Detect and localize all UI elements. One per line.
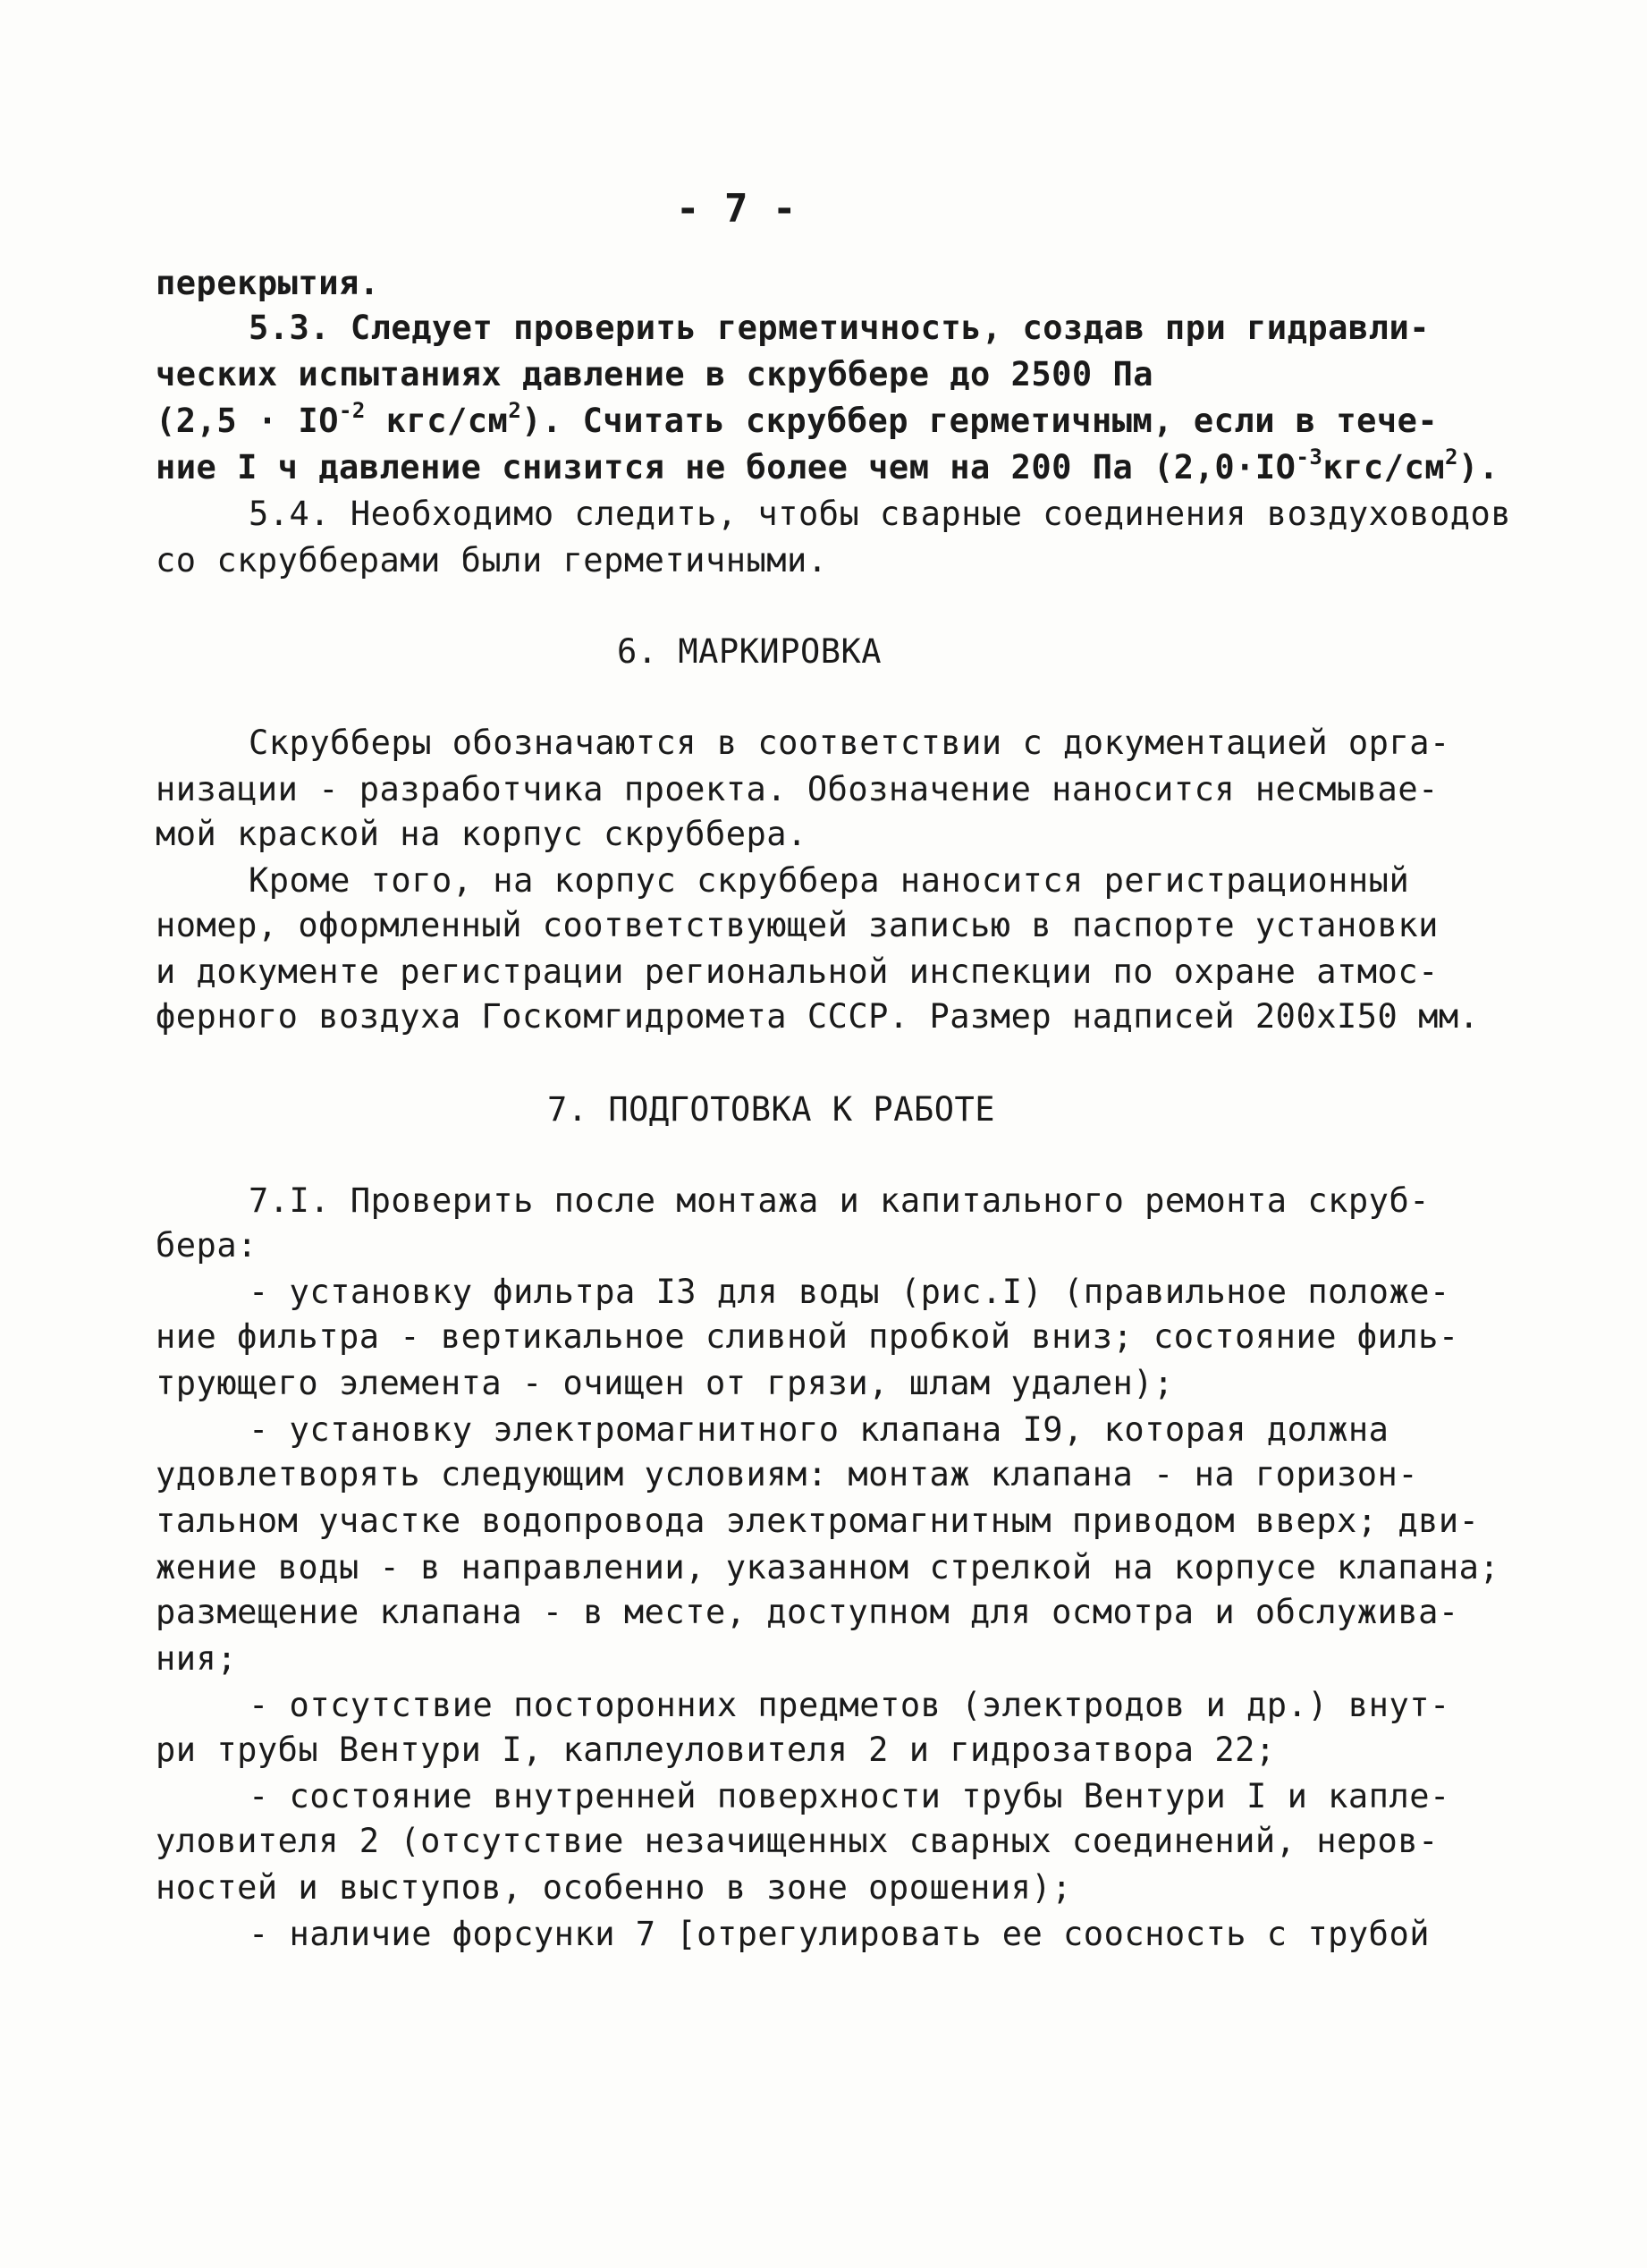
text-line: 7.I. Проверить после монтажа и капитального ремонта скруб- bbox=[249, 1181, 1431, 1220]
page-number: - 7 - bbox=[676, 186, 797, 232]
text-fragment: кгс/см bbox=[365, 402, 509, 440]
text-line: размещение клапана - в месте, доступном для осмотра и обслужива- bbox=[156, 1593, 1459, 1631]
text-line: Скрубберы обозначаются в соответствии с документацией орга- bbox=[249, 724, 1450, 762]
superscript: 2 bbox=[508, 398, 522, 423]
text-line: уловителя 2 (отсутствие незачищенных сварных соединений, неров- bbox=[156, 1822, 1439, 1860]
text-line: бера: bbox=[156, 1226, 258, 1265]
text-line: ческих испытаниях давление в скруббере до 2500 Па bbox=[156, 355, 1154, 394]
text-line: жение воды - в направлении, указанном стрелкой на корпусе клапана; bbox=[156, 1548, 1500, 1587]
text-fragment: ). bbox=[1457, 448, 1499, 487]
text-line: - состояние внутренней поверхности трубы Вентури I и капле- bbox=[249, 1777, 1450, 1815]
text-fragment: (2,5 · IO bbox=[156, 402, 339, 440]
text-line: и документе регистрации региональной инспекции по охране атмос- bbox=[156, 952, 1439, 991]
section-heading: 7. ПОДГОТОВКА К РАБОТЕ bbox=[547, 1090, 996, 1129]
superscript: -3 bbox=[1296, 444, 1323, 470]
text-line: низации - разработчика проекта. Обозначение наносится несмывае- bbox=[156, 770, 1439, 808]
text-line: мой краской на корпус скруббера. bbox=[156, 815, 807, 853]
superscript: -2 bbox=[338, 398, 366, 423]
text-line: - установку электромагнитного клапана I9, которая должна bbox=[249, 1410, 1389, 1449]
section-heading: 6. МАРКИРОВКА bbox=[617, 632, 883, 671]
text-line: ри трубы Вентури I, каплеуловителя 2 и гидрозатвора 22; bbox=[156, 1731, 1276, 1769]
superscript: 2 bbox=[1445, 444, 1458, 470]
text-line: тальном участке водопровода электромагнитным приводом вверх; дви- bbox=[156, 1502, 1480, 1540]
text-line: Кроме того, на корпус скруббера наносится регистрационный bbox=[249, 861, 1410, 900]
text-line: ние фильтра - вертикальное сливной пробкой вниз; состояние филь- bbox=[156, 1317, 1459, 1356]
text-line: перекрытия. bbox=[156, 264, 380, 302]
text-line bbox=[156, 398, 1439, 440]
text-line: 5.4. Необходимо следить, чтобы сварные соединения воздуховодов bbox=[249, 495, 1512, 533]
text-line bbox=[156, 444, 1499, 487]
text-fragment: ). Считать скруббер герметичным, если в тече- bbox=[521, 402, 1439, 440]
text-line: ния; bbox=[156, 1639, 238, 1678]
text-line: трующего элемента - очищен от грязи, шлам удален); bbox=[156, 1364, 1174, 1402]
text-line: 5.3. Следует проверить герметичность, создав при гидравли- bbox=[249, 309, 1431, 347]
text-line: - отсутствие посторонних предметов (электродов и др.) внут- bbox=[249, 1686, 1450, 1724]
text-fragment: ние I ч давление снизится не более чем на 200 Па (2,0·IO bbox=[156, 448, 1296, 487]
text-line: со скрубберами были герметичными. bbox=[156, 541, 828, 580]
text-line: ностей и выступов, особенно в зоне орошения); bbox=[156, 1868, 1072, 1907]
text-line: ферного воздуха Госкомгидромета СССР. Размер надписей 200хI50 мм. bbox=[156, 997, 1480, 1036]
text-line: номер, оформленный соответствующей записью в паспорте установки bbox=[156, 906, 1439, 944]
text-line: - наличие форсунки 7 [отрегулировать ее соосность с трубой bbox=[249, 1915, 1431, 1953]
text-fragment: кгс/см bbox=[1322, 448, 1446, 487]
text-line: - установку фильтра I3 для воды (рис.I) (правильное положе- bbox=[249, 1273, 1450, 1311]
text-line: удовлетворять следующим условиям: монтаж клапана - на горизон- bbox=[156, 1455, 1419, 1494]
